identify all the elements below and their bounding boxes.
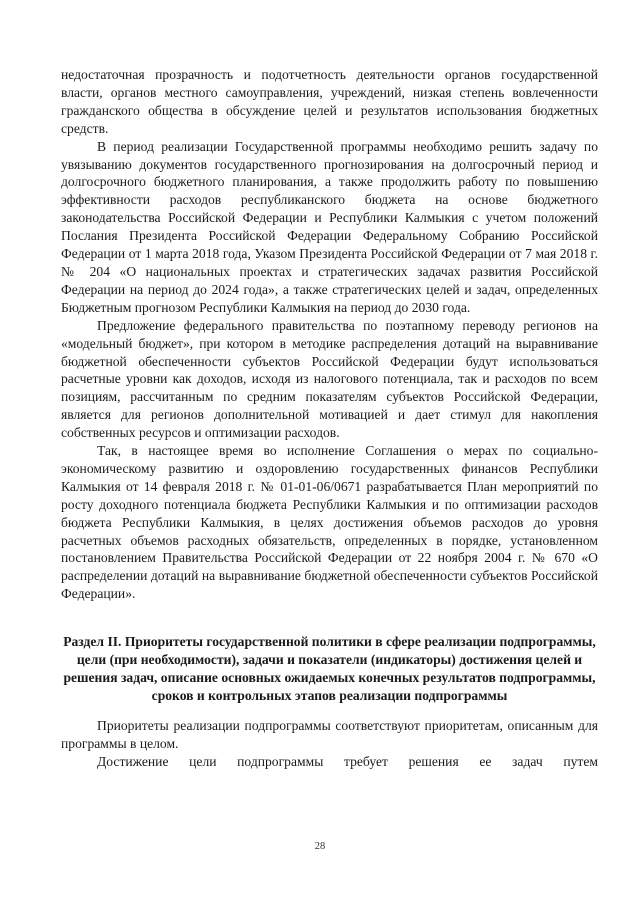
document-body [61,66,598,771]
section-heading: Раздел II. Приоритеты государственной политики в сфере реализации подпрограммы, цели (при необходимости), задачи и показатели (индикаторы) достижения целей и решения задач, описание основных ожидаемых конечных результатов подпрограммы, сроков и контрольных этапов реализации подпрограммы [63,634,596,703]
paragraph-continuation: недостаточная прозрачность и подотчетность деятельности органов государственной власти, органов местного самоуправления, учреждений, низкая степень вовлеченности гражданского общества в обсуждение целей и результатов использования бюджетных средств. [61,67,598,136]
page-number: 28 [314,841,326,852]
paragraph-goal-achievement: Достижение цели подпрограммы требует решения ее задач путем [97,753,598,769]
paragraph-agreement-measures: Так, в настоящее время во исполнение Соглашения о мерах по социально-экономическому развитию и оздоровлению государственных финансов Республики Калмыкия от 14 февраля 2018 г. № 01-01-06/0671 разрабатывается План мероприятий по росту доходного потенциала бюджета Республики Калмыкия и по оптимизации расходов бюджета Республики Калмыкия, в целях достижения объемов расходов до уровня расчетных объемов расходных обязательств, определенных в порядке, установленном постановлением Правительства Российской Федерации от 22 ноября 2004 г. № 670 «О распределении дотаций на выравнивание бюджетной обеспеченности субъектов Российской Федерации». [61,443,598,602]
paragraph-priorities: Приоритеты реализации подпрограммы соответствуют приоритетам, описанным для программы в целом. [61,717,598,751]
paragraph-model-budget: Предложение федерального правительства по поэтапному переводу регионов на «модельный бюджет», при котором в методике распределения дотаций на выравнивание бюджетной обеспеченности субъектов Российской Федерации будут использоваться расчетные уровни как доходов, исходя из налогового потенциала, так и расходов по всем позициям, рассчитанным по средним показателям субъектов Российской Федерации, является для регионов дополнительной мотивацией и дает стимул для накопления собственных ресурсов и оптимизации расходов. [61,317,598,441]
paragraph-state-program-period: В период реализации Государственной программы необходимо решить задачу по увязыванию документов государственного прогнозирования на долгосрочный период и долгосрочного бюджетного планирования, а также продолжить работу по повышению эффективности расходов республиканского бюджета на основе бюджетного законодательства Российской Федерации и Республики Калмыкия с учетом положений Послания Президента Российской Федерации Федеральному Собранию Российской Федерации от 1 марта 2018 года, Указом Президента Российской Федерации от 7 мая 2018 г. № 204 «О национальных проектах и стратегических задачах развития Российской Федерации на период до 2024 года», а также стратегических целей и задач, определенных Бюджетным прогнозом Республики Калмыкия на период до 2030 года. [61,138,598,315]
